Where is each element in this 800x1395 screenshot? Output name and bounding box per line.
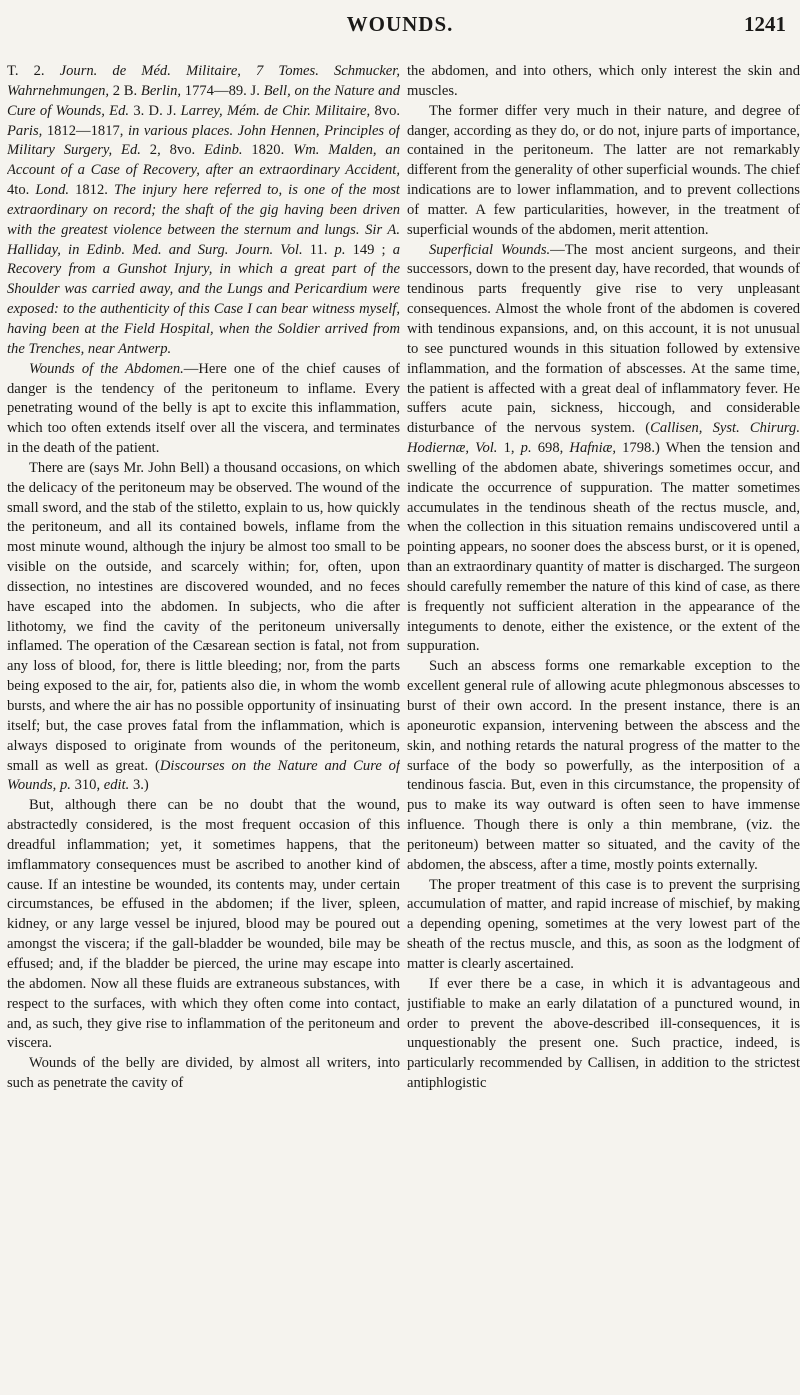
text-segment: 2 B. — [109, 82, 141, 99]
text-segment: Lond. — [35, 182, 70, 199]
text-segment: Wounds of the belly are divided, by almost all writers, into such as penetrate the cavity of — [7, 1055, 400, 1092]
text-segment: 1774—89. J. — [181, 82, 264, 99]
text-segment: 2, 8vo. — [140, 142, 204, 159]
text-segment: p. — [334, 241, 346, 258]
paragraph-superficial — [407, 241, 800, 658]
paragraph-divided — [7, 1054, 400, 1094]
paragraph-abstractedly — [7, 796, 400, 1054]
text-segment: —Here one of the chief causes of danger is the tendency of the peritoneum to inflame. Every penetrating wound of the belly is apt to excite this inflammation, which too often extends itself over all the viscera, and terminates in the death of the patient. — [7, 360, 400, 457]
text-segment: But, although there can be no doubt that the wound, abstractedly considered, is the most frequent occasion of this dreadful inflammation; yet, it sometimes happens, that the imflammatory consequences must be ascribed to another kind of cause. If an intestine be wounded, its contents may, under certain circumstances, be effused in the abdomen; if the liver, spleen, kidney, or any large vessel be injured, blood may be poured out amongst the viscera; if the gall-bladder be wounded, bile may be effused; and, if the bladder be pierced, the urine may escape into the abdomen. Now all these fluids are extraneous substances, with respect to the surfaces, with which they often come into contact, and, as such, they give rise to inflammation of the peritoneum and viscera. — [7, 797, 400, 1052]
text-segment: Superficial Wounds. — [429, 241, 551, 258]
text-segment: The former differ very much in their nature, and degree of danger, according as they do, or do not, injure parts of importance, contained in the peritoneum. The latter are not remarkably different from the generality of other superficial wounds. The chief indications are to lower inflammation, and to prevent collections of matter. A few particularities, however, in the treatment of superficial wounds of the abdomen, merit attention. — [407, 102, 800, 238]
text-segment: Edinb. — [204, 142, 243, 159]
text-segment: p. — [520, 440, 532, 457]
text-segment: Berlin, — [140, 82, 182, 99]
text-segment: The injury here referred to, is one of the most extraordinary on record; the shaft of the gig having been driven with the greatest violence between the sternum and lungs. Sir A. Halliday, in Edinb. Med. and Surg. Journ. Vol. — [7, 182, 400, 258]
text-segment: edit. — [103, 777, 130, 794]
text-segment: 8vo. — [370, 102, 400, 119]
text-segment: Wounds of the Abdomen. — [29, 360, 184, 377]
text-segment: Hafniæ, — [569, 440, 617, 457]
paragraph-abdomen-intro — [7, 360, 400, 459]
page-header — [0, 8, 800, 48]
running-title: WOUNDS. — [346, 12, 454, 36]
text-segment: 1820. — [242, 142, 294, 159]
paragraph-continued — [407, 62, 800, 102]
text-segment: a Recovery from a Gunshot Injury, in which a great part of the Shoulder was carried away, and the Lungs and Pericardium were exposed: to the authenticity of this Case I can bear witness myself, having been at the Field Hospital, when the Soldier arrived from the Trenches, near Antwerp. — [7, 241, 400, 357]
text-segment: 4to. — [7, 182, 36, 199]
text-segment: Larrey, Mém. de Chir. Militaire, — [180, 102, 371, 119]
text-segment: If ever there be a case, in which it is advantageous and justifiable to make an early dilatation of a punctured wound, in order to prevent the above-described ill-consequences, it is unquestionably the present one. Such practice, indeed, is particularly recommended by Callisen, in addition to the strictest antiphlogistic — [407, 975, 800, 1092]
text-segment: Bell, on the Nature and Cure of Wounds, Ed. — [7, 82, 400, 119]
text-segment: 3. D. J. — [129, 102, 181, 119]
text-segment: 1812. — [69, 182, 114, 199]
right-column — [407, 62, 800, 1387]
text-segment: Discourses on the Nature and Cure of Wounds, p. — [7, 757, 400, 794]
text-segment: The proper treatment of this case is to prevent the surprising accumulation of matter, and rapid increase of mischief, by making a depending opening, sometimes at the very lowest part of the sheath of the rectus muscle, and this, as soon as the lodgment of matter is clearly ascertained. — [407, 876, 800, 972]
paragraph-abscess — [407, 657, 800, 875]
text-segment: 11. — [302, 241, 335, 258]
text-segment: —The most ancient surgeons, and their successors, down to the present day, have recorded, that wounds of tendinous parts frequently give rise to very unpleasant consequences. Almost the whole front of the abdomen is covered with tendinous expansions, and, on this account, it is not unusual to see punctured wounds in this situation followed by extensive inflammation, and the formation of abscesses. At the same time, the patient is affected with a great deal of inflammatory fever. He suffers acute pain, sickness, hiccough, and considerable disturbance of the nervous system. ( — [407, 241, 800, 437]
text-segment: Callisen, Syst. Chirurg. Hodiernæ, Vol. — [407, 420, 800, 457]
paragraph-dilatation — [407, 975, 800, 1094]
text-segment: 698, — [531, 440, 570, 457]
text-segment: 1798.) When the tension and swelling of the abdomen abate, shiverings sometimes occur, and indicate the occurrence of suppuration. The matter sometimes accumulates in the tendinous sheath of the rectus muscle, and, when the collection in this situation remains undiscovered until a pointing appears, no sooner does the abscess burst, or it is opened, than an extraordinary quantity of matter is discharged. The surgeon should carefully remember the nature of this kind of case, as there is frequently not sufficient alteration in the appearance of the integuments to denote, either the existence, or the extent of the suppuration. — [407, 440, 800, 655]
text-segment: Journ. de Méd. Militaire, 7 Tomes. Schmucker, Wahrnehmungen, — [7, 63, 400, 99]
paragraph-treatment — [407, 876, 800, 975]
left-column — [7, 62, 400, 1387]
text-segment: 149 ; — [345, 241, 393, 258]
text-segment: Such an abscess forms one remarkable exception to the excellent general rule of allowing acute phlegmonous abscesses to burst of their own accord. In the present instance, there is an aponeurotic expansion, intervening between the abscess and the skin, and nothing retards the natural progress of the matter to the surface of the body so powerfully, as the interposition of a tendinous fascia. But, even in this circumstance, the propensity of pus to make its way outward is often seen to have immense influence. Though there is only a thin membrane, (viz. the peritoneum) between matter so situated, and the cavity of the abdomen, the abscess, after a time, mostly points externally. — [407, 658, 800, 873]
page-number: 1241 — [744, 12, 786, 36]
text-segment: 310, — [70, 777, 104, 794]
paragraph-former — [407, 102, 800, 241]
text-segment: Wm. Malden, an Account of a Case of Recovery, after an extraordinary Accident, — [7, 142, 400, 179]
text-segment: There are (says Mr. John Bell) a thousand occasions, on which the delicacy of the peritoneum may be observed. The wound of the small sword, and the stab of the stiletto, explain to us, how quickly the peritoneum, and all its contained bowels, inflame from the most minute wound, although the injury be almost too small to be visible on the outside, and scarcely within; for, often, upon dissection, no intestines are discovered wounded, and no feces have escaped into the abdomen. In subjects, who die after lithotomy, we find the cavity of the peritoneum universally inflamed. The operation of the Cæsarean section is fatal, not from any loss of blood, for, there is little bleeding; nor, from the parts being exposed to the air, for, patients also die, in whom the womb bursts, and where the air has no possible opportunity of insinuating itself; but, the case proves fatal from the inflammation, which is always disposed to originate from wounds of the peritoneum, small as well as great. ( — [7, 459, 400, 774]
text-segment: 3.) — [129, 777, 149, 794]
text-segment: T. 2. — [7, 63, 60, 79]
text-segment: 1, — [497, 440, 521, 457]
text-segment: the abdomen, and into others, which only interest the skin and muscles. — [407, 63, 800, 99]
text-segment: Paris, — [7, 122, 43, 139]
text-segment: in various places. John Hennen, Principles of Military Surgery, Ed. — [7, 122, 400, 159]
paragraph-refs — [7, 62, 400, 360]
paragraph-bell-quote — [7, 459, 400, 796]
text-segment: 1812—1817, — [42, 122, 128, 139]
